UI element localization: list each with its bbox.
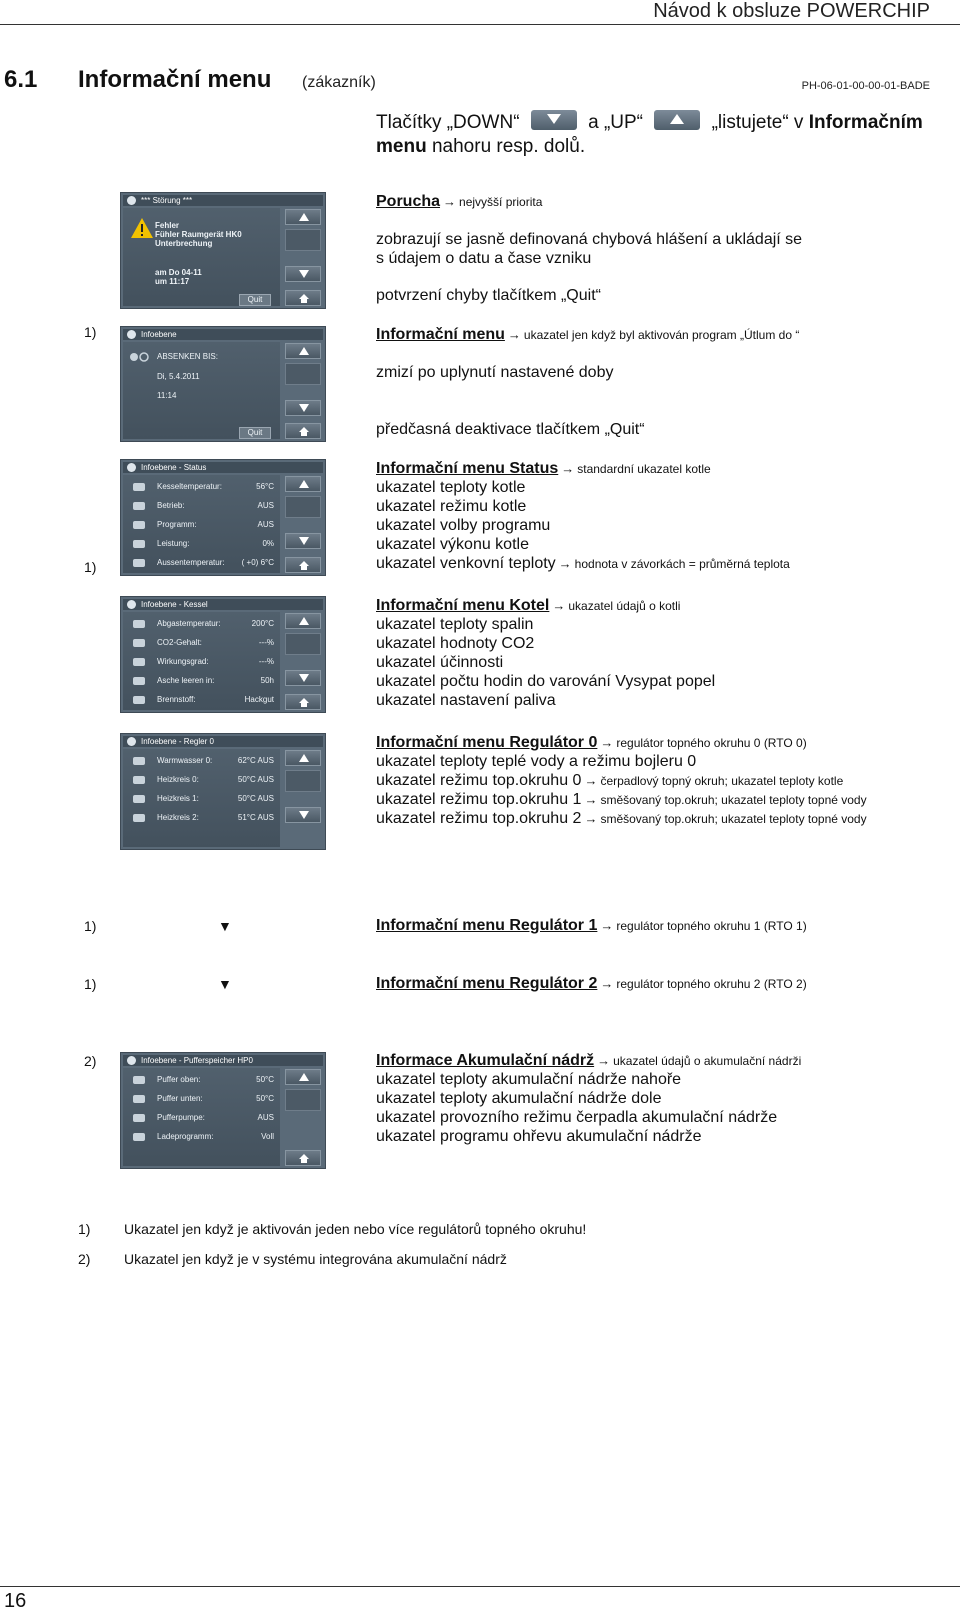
porucha-heading: Porucha bbox=[376, 193, 441, 210]
reg0-line-4: ukazatel režimu top.okruhu 2 → směšovaný top.okruh; ukazatel teploty topné vody bbox=[376, 810, 867, 827]
screen-panel bbox=[123, 749, 280, 847]
status-line-3: ukazatel volby programu bbox=[376, 517, 551, 534]
akum-heading-line bbox=[376, 1051, 801, 1071]
screen-row: Brennstoff: Hackgut bbox=[129, 694, 274, 706]
info-heading: Informační menu bbox=[376, 326, 505, 343]
reg1-heading: Informační menu Regulátor 1 bbox=[376, 917, 598, 934]
akum-line-4: ukazatel programu ohřevu akumulační nádrže bbox=[376, 1128, 702, 1145]
co2-icon bbox=[133, 639, 145, 647]
akum-note: ukazatel údajů o akumulační nádrži bbox=[613, 1054, 802, 1068]
arrow-icon: → bbox=[558, 556, 572, 571]
akum-line-1: ukazatel teploty akumulační nádrže nahoře bbox=[376, 1071, 682, 1088]
kotel-line-5: ukazatel nastavení paliva bbox=[376, 692, 556, 709]
pump-icon bbox=[133, 1114, 145, 1122]
info-icon bbox=[127, 196, 136, 205]
reg2-heading-line bbox=[376, 974, 807, 994]
status-heading-line bbox=[376, 459, 711, 479]
screen-row: Abgastemperatur: 200°C bbox=[129, 618, 274, 630]
info-line-2: předčasná deaktivace tlačítkem „Quit“ bbox=[376, 421, 645, 438]
section-number: 6.1 bbox=[4, 66, 38, 93]
screen-scroll-grip bbox=[285, 496, 321, 518]
down-triangle-icon: ▼ bbox=[218, 918, 232, 934]
screen-row: Puffer unten: 50°C bbox=[129, 1093, 274, 1105]
flue-icon bbox=[133, 620, 145, 628]
screen-line: um 11:17 bbox=[155, 277, 190, 286]
footnote-2-text: Ukazatel jen když je v systému integrována akumulační nádrž bbox=[124, 1251, 507, 1267]
reg0-line-2: ukazatel režimu top.okruhu 0 → čerpadlový topný okruh; ukazatel teploty kotle bbox=[376, 772, 844, 789]
screen-line: ABSENKEN BIS: bbox=[157, 352, 218, 361]
screen-sidebar bbox=[283, 208, 323, 306]
intro-paragraph bbox=[376, 111, 956, 159]
arrow-icon: → bbox=[561, 461, 575, 476]
quit-button-image: Quit bbox=[239, 427, 271, 439]
up-arrow-icon bbox=[670, 114, 684, 124]
screen-akumulacni-nadrz bbox=[120, 1052, 326, 1169]
up-arrow-icon bbox=[299, 1073, 309, 1081]
arrow-icon: → bbox=[584, 773, 598, 788]
info-icon bbox=[127, 737, 136, 746]
boiler-icon bbox=[133, 483, 145, 491]
status-heading: Informační menu Status bbox=[376, 460, 559, 477]
reg2-heading: Informační menu Regulátor 2 bbox=[376, 975, 598, 992]
kotel-heading: Informační menu Kotel bbox=[376, 597, 550, 614]
screen-row: Puffer oben: 50°C bbox=[129, 1074, 274, 1086]
status-last-note: hodnota v závorkách = průměrná teplota bbox=[574, 557, 790, 571]
screen-title-bar: Infoebene - Status bbox=[123, 462, 323, 473]
down-arrow-icon bbox=[299, 270, 309, 278]
quit-button-image: Quit bbox=[239, 294, 271, 306]
reg0-note: regulátor topného okruhu 0 (RTO 0) bbox=[616, 736, 807, 750]
kotel-line-1: ukazatel teploty spalin bbox=[376, 616, 534, 633]
footnote-2-mark: 2) bbox=[78, 1251, 91, 1267]
screen-title-bar: *** Störung *** bbox=[123, 195, 323, 206]
screen-down-button bbox=[285, 266, 321, 282]
page-number: 16 bbox=[4, 1590, 27, 1612]
arrow-icon: → bbox=[600, 735, 614, 750]
heating-circuit-icon bbox=[133, 776, 145, 784]
screen-row: Leistung: 0% bbox=[129, 538, 274, 550]
screen-row: Betrieb: AUS bbox=[129, 500, 274, 512]
reg0-line-3: ukazatel režimu top.okruhu 1 → směšovaný top.okruh; ukazatel teploty topné vody bbox=[376, 791, 867, 808]
screen-line: Di, 5.4.2011 bbox=[157, 372, 200, 381]
screen-home-button bbox=[285, 694, 321, 710]
info-icon bbox=[127, 330, 136, 339]
screen-scroll-grip bbox=[285, 363, 321, 385]
kotel-note: ukazatel údajů o kotli bbox=[568, 599, 681, 613]
screen-down-button bbox=[285, 533, 321, 549]
footnote-marker: 1) bbox=[84, 918, 97, 934]
down-arrow-icon bbox=[299, 404, 309, 412]
ash-icon bbox=[133, 677, 145, 685]
screen-row: Warmwasser 0: 62°C AUS bbox=[129, 755, 274, 767]
mode-icon bbox=[133, 502, 145, 510]
footnote-marker: 2) bbox=[84, 1053, 97, 1069]
intro-text-2: a „UP“ bbox=[588, 112, 644, 133]
status-line-5 bbox=[376, 554, 790, 574]
program-icon bbox=[133, 521, 145, 529]
screen-row: Kesseltemperatur: 56°C bbox=[129, 481, 274, 493]
heating-circuit-icon bbox=[133, 795, 145, 803]
status-line-2: ukazatel režimu kotle bbox=[376, 498, 527, 515]
screen-row: Heizkreis 0: 50°C AUS bbox=[129, 774, 274, 786]
arrow-icon: → bbox=[600, 976, 614, 991]
screen-panel bbox=[123, 208, 280, 306]
arrow-icon: → bbox=[584, 811, 598, 826]
reg0-line-1: ukazatel teploty teplé vody a režimu bojleru 0 bbox=[376, 753, 697, 770]
header-divider bbox=[0, 24, 960, 25]
up-arrow-icon bbox=[299, 213, 309, 221]
arrow-icon: → bbox=[584, 792, 598, 807]
screen-up-button bbox=[285, 476, 321, 492]
screen-row: Heizkreis 2: 51°C AUS bbox=[129, 812, 274, 824]
screen-panel bbox=[123, 1068, 280, 1166]
screen-row: Aussentemperatur: ( +0) 6°C bbox=[129, 557, 274, 569]
screen-scroll-grip bbox=[285, 633, 321, 655]
section-subtitle: (zákazník) bbox=[302, 74, 376, 91]
porucha-heading-line bbox=[376, 192, 542, 212]
screen-line: 11:14 bbox=[157, 391, 177, 400]
screen-title-bar: Infoebene bbox=[123, 329, 323, 340]
tank-icon bbox=[133, 1095, 145, 1103]
kotel-line-2: ukazatel hodnoty CO2 bbox=[376, 635, 535, 652]
screen-sidebar bbox=[283, 612, 323, 710]
screen-down-button bbox=[285, 400, 321, 416]
reg0-heading-line bbox=[376, 733, 807, 753]
screen-line: am Do 04-11 bbox=[155, 268, 202, 277]
screen-row: Heizkreis 1: 50°C AUS bbox=[129, 793, 274, 805]
home-icon bbox=[299, 294, 309, 303]
screen-sidebar bbox=[283, 475, 323, 573]
home-icon bbox=[299, 561, 309, 570]
porucha-line-2: s údajem o datu a čase vzniku bbox=[376, 250, 592, 267]
screen-row: Asche leeren in: 50h bbox=[129, 675, 274, 687]
screen-kotel bbox=[120, 596, 326, 713]
screen-line: Fühler Raumgerät HK0 bbox=[155, 230, 242, 239]
heating-circuit-icon bbox=[133, 814, 145, 822]
down-arrow-icon bbox=[299, 537, 309, 545]
reg1-heading-line bbox=[376, 916, 807, 936]
reg0-heading: Informační menu Regulátor 0 bbox=[376, 734, 598, 751]
status-line-4: ukazatel výkonu kotle bbox=[376, 536, 529, 553]
screen-scroll-grip bbox=[285, 229, 321, 251]
screen-scroll-grip bbox=[285, 770, 321, 792]
status-line-1: ukazatel teploty kotle bbox=[376, 479, 526, 496]
screen-row: CO2-Gehalt: ---% bbox=[129, 637, 274, 649]
screen-panel bbox=[123, 475, 280, 573]
akum-line-2: ukazatel teploty akumulační nádrže dole bbox=[376, 1090, 662, 1107]
home-icon bbox=[299, 1154, 309, 1163]
screen-down-button bbox=[285, 807, 321, 823]
screen-info bbox=[120, 326, 326, 442]
screen-regulator-0 bbox=[120, 733, 326, 850]
screen-porucha bbox=[120, 192, 326, 309]
fuel-icon bbox=[133, 696, 145, 704]
footnote-1-mark: 1) bbox=[78, 1221, 91, 1237]
screen-panel bbox=[123, 342, 280, 439]
document-code: PH-06-01-00-00-01-BADE bbox=[801, 80, 930, 92]
footnote-marker: 1) bbox=[84, 559, 97, 575]
up-arrow-icon bbox=[299, 480, 309, 488]
kotel-heading-line bbox=[376, 596, 680, 616]
screen-up-button bbox=[285, 613, 321, 629]
up-button-image bbox=[654, 110, 700, 130]
screen-title-bar: Infoebene - Pufferspeicher HP0 bbox=[123, 1055, 323, 1066]
arrow-icon: → bbox=[552, 598, 566, 613]
screen-home-button bbox=[285, 557, 321, 573]
screen-down-button bbox=[285, 670, 321, 686]
home-icon bbox=[299, 427, 309, 436]
footnote-1-text: Ukazatel jen když je aktivován jeden nebo více regulátorů topného okruhu! bbox=[124, 1221, 587, 1237]
arrow-icon: → bbox=[507, 327, 521, 342]
screen-row: Pufferpumpe: AUS bbox=[129, 1112, 274, 1124]
screen-sidebar bbox=[283, 749, 323, 847]
down-button-image bbox=[531, 110, 577, 130]
info-icon bbox=[127, 463, 136, 472]
akum-heading: Informace Akumulační nádrž bbox=[376, 1052, 595, 1069]
screen-line: Unterbrechung bbox=[155, 239, 213, 248]
footer-divider bbox=[0, 1586, 960, 1587]
kotel-line-3: ukazatel účinnosti bbox=[376, 654, 504, 671]
info-icon bbox=[127, 1056, 136, 1065]
reg1-note: regulátor topného okruhu 1 (RTO 1) bbox=[616, 919, 807, 933]
info-line-1: zmizí po uplynutí nastavené doby bbox=[376, 364, 614, 381]
screen-up-button bbox=[285, 209, 321, 225]
screen-up-button bbox=[285, 343, 321, 359]
section-title: Informační menu bbox=[78, 66, 272, 93]
intro-text-4: nahoru resp. dolů. bbox=[431, 136, 586, 157]
down-arrow-icon bbox=[299, 674, 309, 682]
down-arrow-icon bbox=[299, 811, 309, 819]
intro-text-1: Tlačítky „DOWN“ bbox=[376, 112, 520, 133]
info-heading-line bbox=[376, 325, 799, 345]
arrow-icon: → bbox=[443, 194, 457, 209]
porucha-note: nejvyšší priorita bbox=[459, 195, 543, 209]
screen-row: Ladeprogramm: Voll bbox=[129, 1131, 274, 1143]
screen-row: Wirkungsgrad: ---% bbox=[129, 656, 274, 668]
screen-panel bbox=[123, 612, 280, 710]
home-icon bbox=[299, 698, 309, 707]
up-arrow-icon bbox=[299, 754, 309, 762]
document-header-title: Návod k obsluze POWERCHIP bbox=[653, 0, 930, 22]
screen-sidebar bbox=[283, 342, 323, 439]
intro-text-3: „listujete“ v bbox=[711, 112, 804, 133]
screen-home-button bbox=[285, 1150, 321, 1166]
screen-up-button bbox=[285, 750, 321, 766]
screen-sidebar bbox=[283, 1068, 323, 1166]
status-note: standardní ukazatel kotle bbox=[577, 462, 711, 476]
porucha-line-1: zobrazují se jasně definovaná chybová hlášení a ukládají se bbox=[376, 231, 803, 248]
warning-icon bbox=[131, 218, 153, 238]
screen-up-button bbox=[285, 1069, 321, 1085]
down-arrow-icon bbox=[547, 114, 561, 124]
porucha-line-3: potvrzení chyby tlačítkem „Quit“ bbox=[376, 287, 601, 304]
screen-scroll-grip bbox=[285, 1089, 321, 1111]
footnote-marker: 1) bbox=[84, 976, 97, 992]
hot-water-icon bbox=[133, 757, 145, 765]
screen-title-bar: Infoebene - Regler 0 bbox=[123, 736, 323, 747]
tank-icon bbox=[133, 1076, 145, 1084]
info-icon bbox=[127, 600, 136, 609]
arrow-icon: → bbox=[597, 1053, 611, 1068]
arrow-icon: → bbox=[600, 918, 614, 933]
footnote-marker: 1) bbox=[84, 324, 97, 340]
up-arrow-icon bbox=[299, 617, 309, 625]
akum-line-3: ukazatel provozního režimu čerpadla akumulační nádrže bbox=[376, 1109, 778, 1126]
outdoor-icon bbox=[133, 559, 145, 567]
down-triangle-icon: ▼ bbox=[218, 976, 232, 992]
status-last-text: ukazatel venkovní teploty bbox=[376, 555, 556, 572]
screen-home-button bbox=[285, 423, 321, 439]
power-icon bbox=[133, 540, 145, 548]
screen-row: Programm: AUS bbox=[129, 519, 274, 531]
reg2-note: regulátor topného okruhu 2 (RTO 2) bbox=[616, 977, 807, 991]
intro-bold: Informačním menu bbox=[376, 112, 923, 157]
screen-title-bar: Infoebene - Kessel bbox=[123, 599, 323, 610]
up-arrow-icon bbox=[299, 347, 309, 355]
screen-line: Fehler bbox=[155, 221, 180, 230]
screen-home-button bbox=[285, 290, 321, 306]
efficiency-icon bbox=[133, 658, 145, 666]
kotel-line-4: ukazatel počtu hodin do varování Vysypat popel bbox=[376, 673, 716, 690]
info-note: ukazatel jen když byl aktivován program „Útlum do “ bbox=[523, 328, 800, 342]
program-icon bbox=[133, 1133, 145, 1141]
clock-moon-icon bbox=[129, 352, 149, 362]
screen-status bbox=[120, 459, 326, 576]
